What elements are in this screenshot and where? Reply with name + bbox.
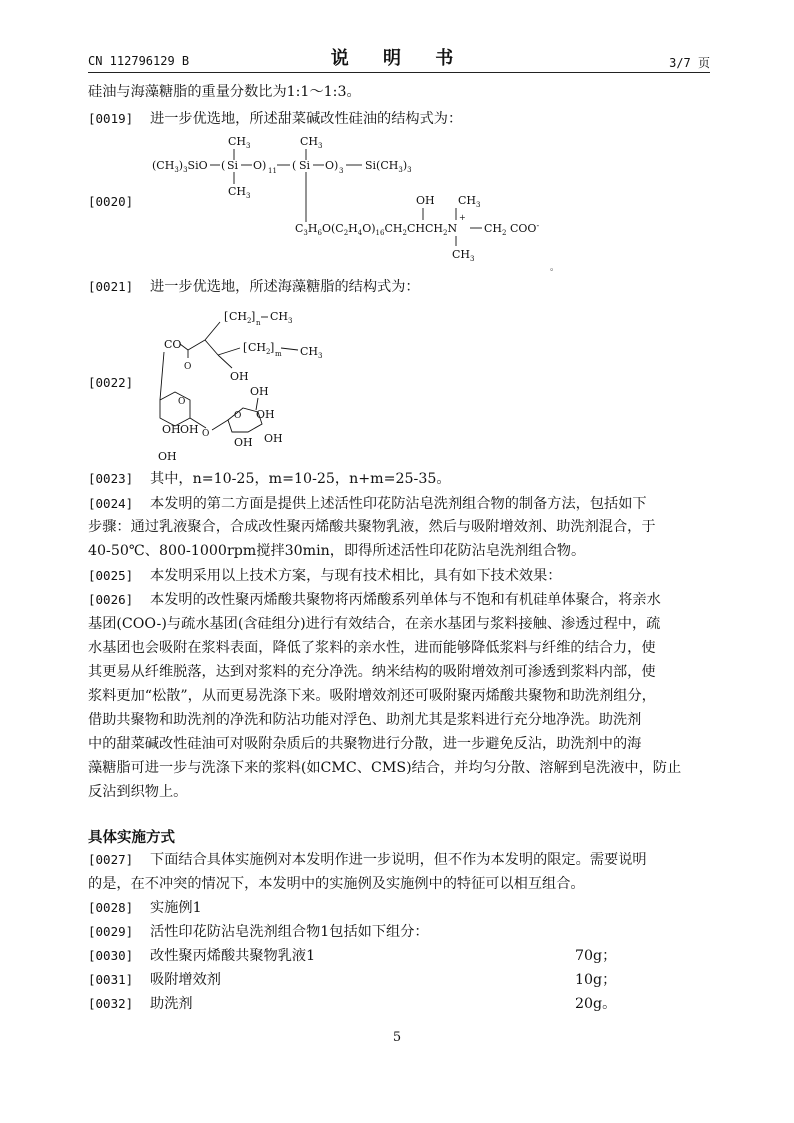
paragraph-number: [0028]	[88, 900, 134, 915]
svg-text:]: ]	[270, 341, 275, 354]
ch3-label: $CH_3$	[228, 135, 251, 150]
svg-text:OH: OH	[416, 194, 435, 207]
trehalose-lipid-structure	[150, 300, 350, 465]
paragraph-0026-line2: 基团(COO-)与疏水基团(含硅组分)进行有效结合，在亲水基团与浆料接触、渗透过程中，疏	[88, 616, 661, 632]
page-number: 5	[392, 1030, 402, 1045]
paragraph-0024	[88, 494, 647, 514]
svg-text:OH: OH	[158, 450, 177, 463]
svg-text:CH2 COO-: $CH_2$ COO-	[484, 221, 540, 237]
paragraph-text: 进一步优选地，所述海藻糖脂的结构式为：	[150, 279, 420, 295]
paragraph-text: 其中，n=10-25，m=10-25，n+m=25-35。	[150, 471, 451, 487]
trimethylsilyl-right: $Si(CH_3)_3$	[365, 159, 412, 174]
svg-text:+: +	[459, 213, 466, 222]
svg-text:]: ]	[251, 310, 256, 323]
svg-text:): )	[262, 159, 267, 172]
silicone-oil-structure	[140, 132, 580, 272]
paragraph-0026	[88, 590, 661, 610]
paragraph-text: 活性印花防沾皂洗剂组合物1包括如下组分：	[150, 924, 429, 940]
paragraph-number: [0021]	[88, 279, 134, 294]
paragraph-0023	[88, 469, 451, 489]
component-name: 改性聚丙烯酸共聚物乳液1	[150, 948, 316, 964]
paragraph-number: [0031]	[88, 972, 134, 987]
paragraph-number: [0029]	[88, 924, 134, 939]
ch3-label: $CH_3$	[300, 135, 323, 150]
paragraph-number: [0023]	[88, 471, 134, 486]
svg-text:OH: OH	[162, 423, 181, 436]
section-heading: 具体实施方式	[88, 830, 175, 846]
paragraph-text: 下面结合具体实施例对本发明作进一步说明，但不作为本发明的限定。需要说明	[150, 852, 647, 868]
svg-text:CH2: $CH_2$	[248, 341, 271, 356]
paragraph-text: 实施例1	[150, 900, 202, 916]
paragraph-0019	[88, 109, 462, 129]
svg-text:O: O	[234, 411, 242, 421]
svg-text:CH3: $CH_3$	[458, 194, 481, 209]
svg-text:m: m	[275, 350, 282, 358]
svg-text:。: 。	[550, 263, 560, 272]
svg-text:O: O	[253, 159, 263, 172]
svg-text:(: (	[292, 159, 297, 172]
paragraph-0025	[88, 566, 561, 586]
component-amount: 70g；	[575, 948, 617, 964]
continued-text: 硅油与海藻糖脂的重量分数比为1:1～1:3。	[88, 84, 361, 100]
trimethylsiloxy-left: $(CH_3)_3SiO$	[152, 159, 208, 174]
svg-text:): )	[334, 159, 339, 172]
svg-text:Si: Si	[299, 159, 311, 172]
paragraph-0026-line5: 浆料更加“松散”，从而更易洗涤下来。吸附增效剂还可吸附聚丙烯酸共聚物和助洗剂组分，	[88, 688, 656, 704]
page-title: 说 明 书	[330, 48, 468, 69]
paragraph-0026-line8: 藻糖脂可进一步与洗涤下来的浆料(如CMC、CMS)结合，并均匀分散、溶解到皂洗液中，防止	[88, 760, 682, 776]
component-name: 吸附增效剂	[150, 972, 221, 988]
svg-text:OH: OH	[234, 436, 253, 449]
paragraph-number-0022: [0022]	[88, 375, 134, 390]
paragraph-0026-line7: 中的甜菜碱改性硅油可对吸附杂质后的共聚物进行分散，进一步避免反沾，助洗剂中的海	[88, 736, 642, 752]
svg-text:O: O	[325, 159, 335, 172]
svg-text:3: 3	[339, 167, 344, 175]
paragraph-0032	[88, 994, 193, 1014]
svg-text:n: n	[256, 319, 261, 327]
svg-text:OH: OH	[264, 432, 283, 445]
paragraph-text: 本发明采用以上技术方案，与现有技术相比，具有如下技术效果：	[150, 568, 562, 584]
paragraph-0026-line4: 其更易从纤维脱落，达到对浆料的充分净洗。纳米结构的吸附增效剂可渗透到浆料内部，使	[88, 664, 656, 680]
paragraph-0024-line2: 步骤：通过乳液聚合，合成改性聚丙烯酸共聚物乳液，然后与吸附增效剂、助洗剂混合，于	[88, 519, 656, 535]
paragraph-number: [0024]	[88, 496, 134, 511]
component-amount: 20g。	[575, 996, 617, 1012]
component-name: 助洗剂	[150, 996, 193, 1012]
svg-text:CH2: $CH_2$	[229, 310, 252, 325]
paragraph-number-0020: [0020]	[88, 194, 134, 209]
paragraph-number: [0027]	[88, 852, 134, 867]
paragraph-0029	[88, 922, 429, 942]
paragraph-number: [0032]	[88, 996, 134, 1011]
paragraph-0028	[88, 898, 202, 918]
patent-number: CN 112796129 B	[88, 54, 190, 68]
paragraph-0026-line3: 水基团也会吸附在浆料表面，降低了浆料的亲水性，进而能够降低浆料与纤维的结合力，使	[88, 640, 656, 656]
paragraph-number: [0026]	[88, 592, 134, 607]
paragraph-number: [0019]	[88, 111, 134, 126]
paragraph-0027	[88, 850, 647, 870]
svg-text:OH: OH	[256, 408, 275, 421]
svg-text:OH: OH	[180, 423, 199, 436]
paragraph-number: [0025]	[88, 568, 134, 583]
svg-text:CH3: $CH_3$	[270, 310, 293, 325]
paragraph-text: 本发明的第二方面是提供上述活性印花防沾皂洗剂组合物的制备方法，包括如下	[150, 496, 647, 512]
svg-text:CH3: $CH_3$	[228, 185, 251, 200]
svg-text:CH3: $CH_3$	[452, 248, 475, 263]
paragraph-number: [0030]	[88, 948, 134, 963]
paragraph-0030	[88, 946, 315, 966]
svg-text:OH: OH	[230, 370, 249, 383]
paragraph-0027-line2: 的是，在不冲突的情况下，本发明中的实施例及实施例中的特征可以相互组合。	[88, 876, 585, 892]
header-rule	[88, 72, 710, 73]
page-header	[88, 44, 710, 70]
component-amount: 10g；	[575, 972, 617, 988]
svg-text:O: O	[184, 362, 192, 372]
paragraph-0021	[88, 277, 420, 297]
svg-text:CH3: $CH_3$	[300, 345, 323, 360]
svg-text:Si: Si	[227, 159, 239, 172]
paragraph-0031	[88, 970, 221, 990]
svg-text:OH: OH	[250, 385, 269, 398]
polyether-chain: $C_3H_6O(C_2H_4O)_{16}CH_2CHCH_2N$	[295, 222, 458, 237]
svg-text:[: [	[243, 341, 248, 354]
svg-text:11: 11	[268, 167, 277, 175]
svg-text:CO: CO	[164, 338, 182, 351]
paragraph-text: 进一步优选地，所述甜菜碱改性硅油的结构式为：	[150, 111, 463, 127]
svg-text:O: O	[202, 429, 210, 439]
paragraph-text: 本发明的改性聚丙烯酸共聚物将丙烯酸系列单体与不饱和有机硅单体聚合，将亲水	[150, 592, 661, 608]
svg-text:O: O	[178, 397, 186, 407]
svg-text:[: [	[224, 310, 229, 323]
paragraph-0026-line9: 反沾到织物上。	[88, 784, 188, 800]
page-indicator: 3/7 页	[669, 56, 710, 70]
paragraph-0026-line6: 借助共聚物和助洗剂的净洗和防沾功能对浮色、助剂尤其是浆料进行充分地净洗。助洗剂	[88, 712, 642, 728]
svg-text:(: (	[221, 159, 226, 172]
paragraph-0024-line3: 40-50℃、800-1000rpm搅拌30min，即得所述活性印花防沾皂洗剂组合物。	[88, 543, 586, 559]
